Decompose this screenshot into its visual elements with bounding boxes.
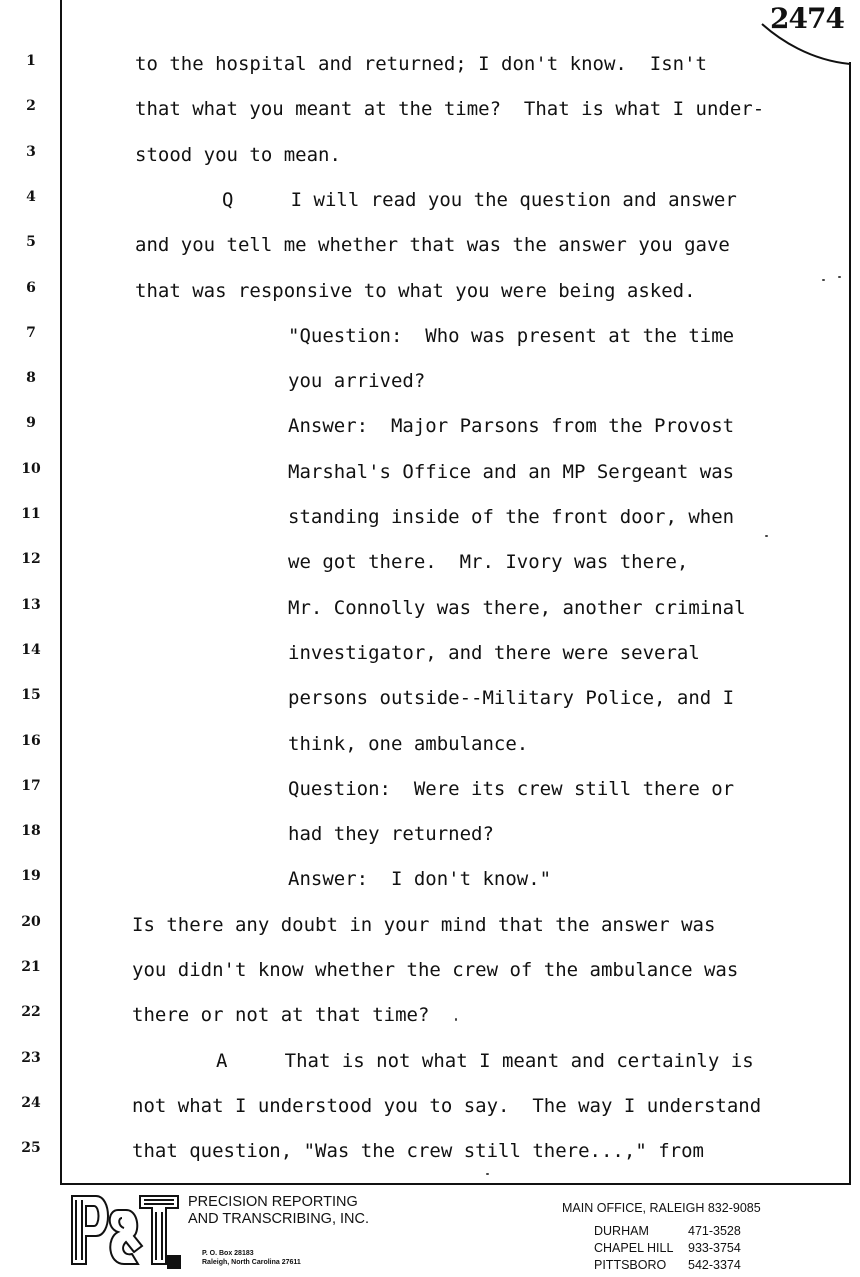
transcript-line: that question, "Was the crew still there...," from <box>132 1140 704 1162</box>
main-office-line: MAIN OFFICE, RALEIGH 832-9085 <box>562 1201 761 1215</box>
transcript-line: Question: Were its crew still there or <box>288 778 735 800</box>
line-number: 12 <box>21 551 41 567</box>
line-number: 21 <box>21 959 41 975</box>
transcript-line: Mr. Connolly was there, another criminal <box>288 597 746 619</box>
line-number: 6 <box>26 280 36 296</box>
transcript-line: there or not at that time? <box>132 1004 430 1026</box>
company-logo <box>68 1192 183 1274</box>
page-number: 2474 <box>770 2 844 35</box>
line-number: 17 <box>21 778 41 794</box>
transcript-line: Answer: I don't know." <box>288 868 552 890</box>
line-number: 1 <box>26 53 36 69</box>
scan-speck <box>838 276 841 278</box>
office-phone: 933-3754 <box>688 1241 741 1255</box>
transcript-line: persons outside--Military Police, and I <box>288 687 735 709</box>
transcript-line: Answer: Major Parsons from the Provost <box>288 415 735 437</box>
line-number: 14 <box>21 642 41 658</box>
transcript-line: and you tell me whether that was the answer you gave <box>135 234 730 256</box>
line-number: 16 <box>21 733 41 749</box>
transcript-line: that what you meant at the time? That is what I under- <box>135 98 765 120</box>
transcript-line: think, one ambulance. <box>288 733 529 755</box>
company-name-line-1: PRECISION REPORTING <box>188 1194 358 1210</box>
transcript-line: Marshal's Office and an MP Sergeant was <box>288 461 735 483</box>
company-address <box>202 1249 301 1267</box>
transcript-line: had they returned? <box>288 823 494 845</box>
left-margin-rule <box>60 0 62 1185</box>
line-number: 7 <box>26 325 36 341</box>
transcript-line: A That is not what I meant and certainly is <box>216 1050 754 1072</box>
office-name: DURHAM <box>594 1224 649 1238</box>
line-number: 18 <box>21 823 41 839</box>
office-name: CHAPEL HILL <box>594 1241 674 1255</box>
line-number: 25 <box>21 1140 41 1156</box>
transcript-line: Is there any doubt in your mind that the answer was <box>132 914 716 936</box>
line-number: 23 <box>21 1050 41 1066</box>
transcript-line: we got there. Mr. Ivory was there, <box>288 551 689 573</box>
transcript-line: you didn't know whether the crew of the ambulance was <box>132 959 739 981</box>
line-number: 15 <box>21 687 41 703</box>
line-number: 4 <box>26 189 36 205</box>
line-number: 19 <box>21 868 41 884</box>
line-number: 2 <box>26 98 36 114</box>
address-line-1: P. O. Box 28183 <box>202 1250 254 1257</box>
company-name-line-2: AND TRANSCRIBING, INC. <box>188 1211 370 1227</box>
line-number: 11 <box>21 506 41 522</box>
scan-speck <box>486 1173 489 1175</box>
line-number: 3 <box>26 144 36 160</box>
line-number: 10 <box>21 461 41 477</box>
transcript-line: you arrived? <box>288 370 426 392</box>
right-border-rule <box>849 62 851 1185</box>
scan-speck <box>822 279 825 281</box>
office-name: PITTSBORO <box>594 1258 667 1272</box>
transcript-line: standing inside of the front door, when <box>288 506 735 528</box>
transcript-line: to the hospital and returned; I don't know. Isn't <box>135 53 707 75</box>
transcript-line: "Question: Who was present at the time <box>288 325 735 347</box>
transcript-line: Q I will read you the question and answer <box>222 189 737 211</box>
line-number: 5 <box>26 234 36 250</box>
line-number: 24 <box>21 1095 41 1111</box>
bottom-border-rule <box>60 1183 850 1185</box>
scan-speck <box>455 1018 457 1021</box>
office-phone: 471-3528 <box>688 1224 741 1238</box>
line-number: 20 <box>21 914 41 930</box>
address-line-2: Raleigh, North Carolina 27611 <box>202 1259 301 1266</box>
transcript-line: investigator, and there were several <box>288 642 700 664</box>
line-number: 22 <box>21 1004 41 1020</box>
line-number: 8 <box>26 370 36 386</box>
scan-speck <box>765 535 768 537</box>
office-phone: 542-3374 <box>688 1258 741 1272</box>
transcript-line: stood you to mean. <box>135 144 341 166</box>
transcript-line: not what I understood you to say. The way I understand <box>132 1095 762 1117</box>
line-number: 9 <box>26 415 36 431</box>
line-number: 13 <box>21 597 41 613</box>
transcript-line: that was responsive to what you were being asked. <box>135 280 696 302</box>
company-name <box>188 1194 369 1228</box>
